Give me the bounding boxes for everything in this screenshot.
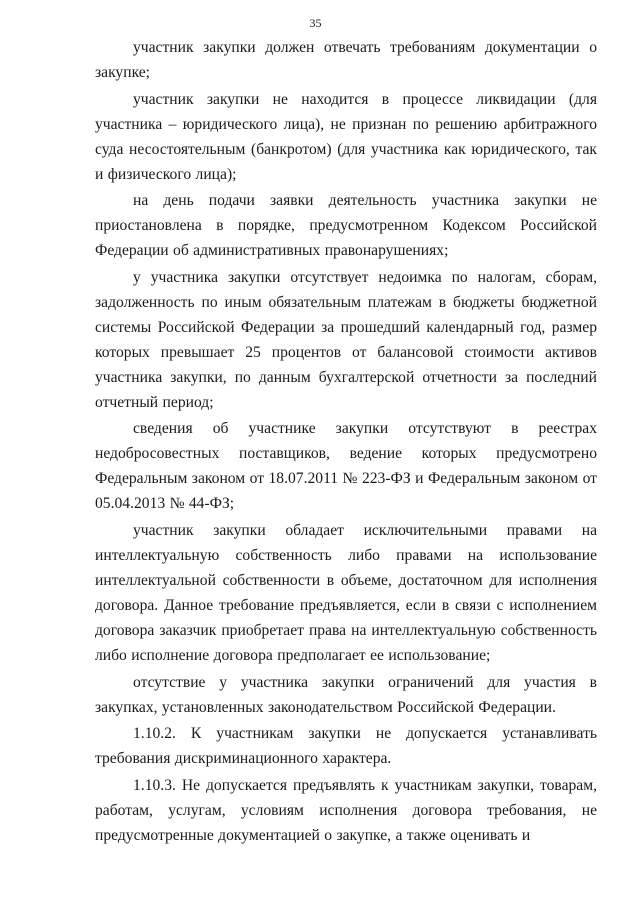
paragraph-activity-not-suspended: на день подачи заявки деятельность участника закупки не приостановлена в порядке, предусмотренном Кодексом Российской Федерации об административных правонарушениях; (95, 192, 597, 260)
page-number: 35 (309, 16, 322, 30)
paragraph-1-10-2: 1.10.2. К участникам закупки не допускается устанавливать требования дискриминационного характера. (95, 725, 597, 768)
paragraph-no-tax-arrears: у участника закупки отсутствует недоимка по налогам, сборам, задолженность по иным обязательным платежам в бюджеты бюджетной системы Российской Федерации за прошедший календарный год, размер которых превышает 25 процентов от балансовой стоимости активов участника закупки, по данным бухгалтерской отчетности за последний отчетный период; (95, 268, 597, 411)
paragraph-requirements-documentation: участник закупки должен отвечать требованиям документации о закупке; (95, 39, 597, 81)
paragraph-not-in-liquidation: участник закупки не находится в процессе ликвидации (для участника – юридического лица), не признан по решению арбитражного суда несостоятельным (банкротом) (для участника как юридического, так и физического лица); (95, 90, 597, 183)
paragraph-not-in-registry: сведения об участнике закупки отсутствуют в реестрах недобросовестных поставщиков, ведение которых предусмотрено Федеральным законом от 18.07.2011 № 223-ФЗ и Федеральным законом от 05.04.2013 № 44-ФЗ; (95, 420, 597, 513)
paragraph-1-10-3: 1.10.3. Не допускается предъявлять к участникам закупки, товарам, работам, услугам, условиям исполнения договора требования, не предусмотренные документацией о закупке, а также оценивать и (95, 776, 597, 844)
document-body (95, 35, 597, 849)
paragraph-intellectual-property: участник закупки обладает исключительными правами на интеллектуальную собственность либо правами на использование интеллектуальной собственности в объеме, достаточном для исполнения договора. Данное требование предъявляется, если в связи с исполнением договора заказчик приобретает права на интеллектуальную собственность либо исполнение договора предполагает ее использование; (95, 521, 597, 664)
paragraph-no-restrictions: отсутствие у участника закупки ограничений для участия в закупках, установленных законодательством Российской Федерации. (95, 673, 597, 716)
